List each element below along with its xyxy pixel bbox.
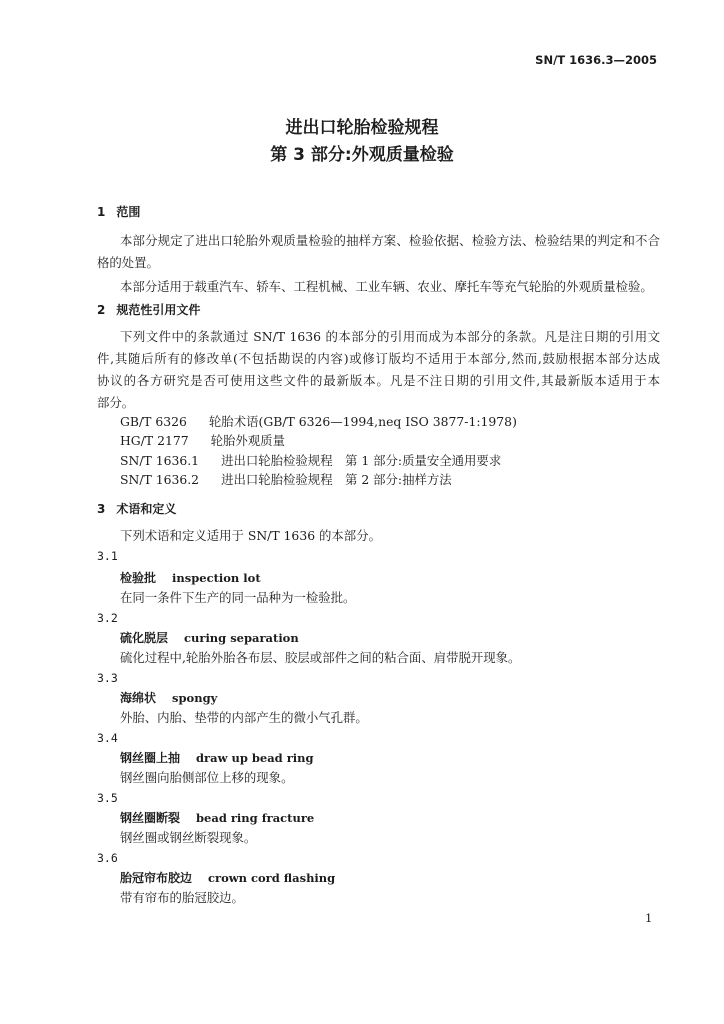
section-number: 2 [97,303,106,317]
reference-item [120,431,660,451]
term-definition: 钢丝圈或钢丝断裂现象。 [120,830,257,845]
reference-item [120,451,660,471]
term-definition: 在同一条件下生产的同一品种为一检验批。 [120,590,356,605]
term-english: bead ring fracture [196,811,315,825]
section-heading-terms-definitions [97,499,176,519]
document-title: 进出口轮胎检验规程 [285,118,439,138]
section-title: 术语和定义 [116,502,177,516]
term-entry [120,808,314,828]
term-entry [120,688,217,708]
term-english: spongy [172,691,218,705]
section-title: 规范性引用文件 [116,303,201,317]
section-heading-normative-references [97,300,200,320]
term-number: 3.6 [97,851,118,865]
section-number: 3 [97,502,106,516]
term-chinese: 钢丝圈上抽 [120,751,181,765]
section-heading-scope [97,202,140,222]
term-number: 3.3 [97,671,118,685]
paragraph-line: 本部分适用于载重汽车、轿车、工程机械、工业车辆、农业、摩托车等充气轮胎的外观质量检验。 [120,279,653,294]
term-number: 3.1 [97,549,118,563]
term-english: draw up bead ring [196,751,314,765]
paragraph-line: 格的处置。 [97,255,159,270]
paragraph-line: 部分。 [97,395,135,410]
term-english: curing separation [184,631,299,645]
term-chinese: 硫化脱层 [120,631,169,645]
reference-title: 轮胎外观质量 [210,433,285,448]
term-number: 3.5 [97,791,118,805]
reference-code: SN/T 1636.2 [120,472,200,487]
paragraph-line: 件,其随后所有的修改单(不包括勘误的内容)或修订版均不适用于本部分,然而,鼓励根据本部分达成 [97,351,660,366]
term-english: inspection lot [172,571,261,585]
term-definition: 钢丝圈向胎侧部位上移的现象。 [120,770,294,785]
reference-title: 进出口轮胎检验规程 第 1 部分:质量安全通用要求 [221,453,502,468]
term-number: 3.2 [97,611,118,625]
term-definition: 外胎、内胎、垫带的内部产生的微小气孔群。 [120,710,368,725]
term-entry [120,748,314,768]
term-definition: 带有帘布的胎冠胶边。 [120,890,244,905]
term-chinese: 胎冠帘布胶边 [120,871,193,885]
document-part-title: 第 3 部分:外观质量检验 [270,145,454,165]
term-chinese: 海绵状 [120,691,157,705]
reference-item [120,470,660,490]
term-entry [120,628,299,648]
term-chinese: 检验批 [120,571,157,585]
section-title: 范围 [116,205,141,219]
paragraph-line: 本部分规定了进出口轮胎外观质量检验的抽样方案、检验依据、检验方法、检验结果的判定和不合 [120,233,660,248]
term-number: 3.4 [97,731,118,745]
reference-title: 进出口轮胎检验规程 第 2 部分:抽样方法 [221,472,452,487]
reference-title: 轮胎术语(GB/T 6326—1994,neq ISO 3877-1:1978) [208,414,517,429]
term-entry [120,568,261,588]
page-number: 1 [645,911,653,925]
standard-number: SN/T 1636.3—2005 [535,53,657,67]
paragraph-line: 下列文件中的条款通过 SN/T 1636 的本部分的引用而成为本部分的条款。凡是注日期的引用文 [120,329,660,344]
section-number: 1 [97,205,106,219]
term-definition: 硫化过程中,轮胎外胎各布层、胶层或部件之间的粘合面、肩带脱开现象。 [120,650,521,665]
reference-item [120,412,660,432]
reference-code: HG/T 2177 [120,433,189,448]
term-english: crown cord flashing [208,871,336,885]
reference-code: GB/T 6326 [120,414,187,429]
term-entry [120,868,335,888]
term-chinese: 钢丝圈断裂 [120,811,181,825]
paragraph-line: 协议的各方研究是否可使用这些文件的最新版本。凡是不注日期的引用文件,其最新版本适用于本 [97,373,660,388]
reference-code: SN/T 1636.1 [120,453,200,468]
paragraph-line: 下列术语和定义适用于 SN/T 1636 的本部分。 [120,528,381,543]
